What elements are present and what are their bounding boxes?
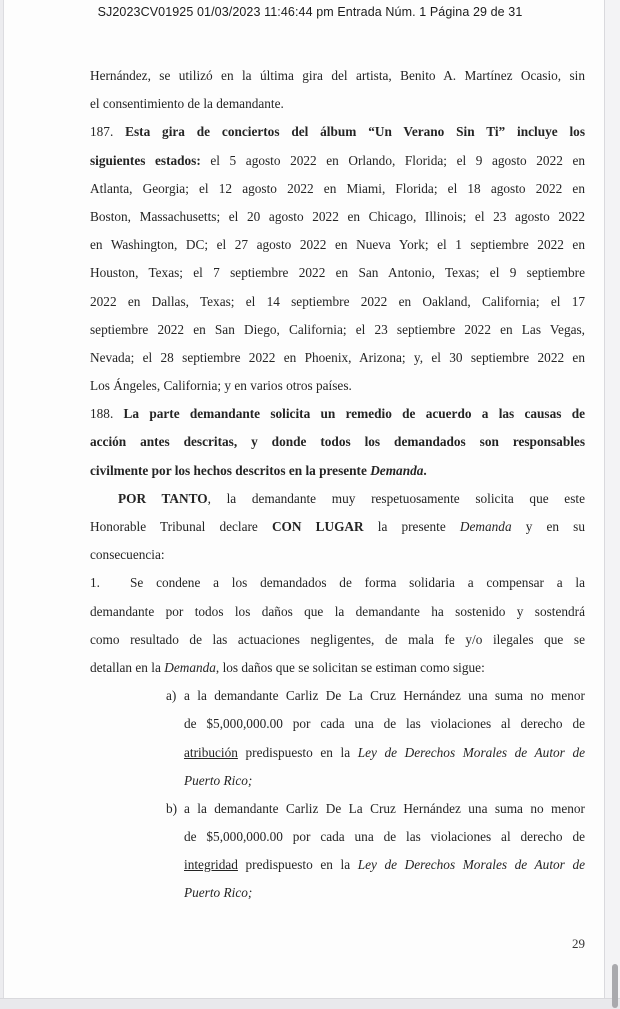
text-line <box>184 823 585 851</box>
text-line <box>184 710 585 738</box>
text-run: , los daños que se solicitan se estiman como sigue: <box>215 659 485 675</box>
text-line <box>90 428 585 456</box>
text-run: consecuencia: <box>90 547 165 563</box>
text-run: en Washington, DC; el 27 agosto 2022 en Nueva York; el 1 septiembre 2022 en <box>90 237 585 253</box>
text-line <box>90 626 585 654</box>
text-run: integridad <box>184 857 238 873</box>
text-run: Boston, Massachusetts; el 20 agosto 2022 en Chicago, Illinois; el 23 agosto 2022 <box>90 208 585 224</box>
text-run: POR TANTO <box>118 490 208 506</box>
docket-stamp: SJ2023CV01925 01/03/2023 11:46:44 pm Entrada Núm. 1 Página 29 de 31 <box>97 5 523 19</box>
text-run: Hernández, se utilizó en la última gira del artista, Benito A. Martínez Ocasio, sin <box>90 68 585 83</box>
text-line <box>90 569 585 597</box>
text-line <box>90 175 585 203</box>
text-line <box>184 879 585 907</box>
text-run: como resultado de las actuaciones negligentes, de mala fe y/o ilegales que se <box>90 631 585 647</box>
text-run: Atlanta, Georgia; el 12 agosto 2022 en Miami, Florida; el 18 agosto 2022 en <box>90 180 585 196</box>
text-line <box>90 316 585 344</box>
text-line <box>90 62 585 90</box>
text-line <box>90 203 585 231</box>
text-line <box>90 485 585 513</box>
text-run: a la demandante Carliz De La Cruz Hernández una suma no menor <box>184 688 585 704</box>
text-run: Puerto Rico; <box>184 885 253 901</box>
document-body <box>90 62 585 908</box>
text-line <box>90 344 585 372</box>
text-run: CON LUGAR <box>271 519 364 534</box>
text-run: Nevada; el 28 septiembre 2022 en Phoenix, Arizona; y, el 30 septiembre 2022 en <box>90 349 585 365</box>
text-run: . <box>423 462 427 478</box>
text-line <box>90 147 585 175</box>
text-run: civilmente por los hechos descritos en la presente <box>90 462 371 478</box>
text-run: Honorable Tribunal declare <box>90 519 272 534</box>
viewer-bottom-strip <box>0 998 620 1009</box>
text-line <box>90 457 585 485</box>
text-run: Demanda <box>164 659 216 675</box>
text-run: siguientes estados: <box>90 152 201 168</box>
text-line <box>184 767 585 795</box>
text-run: atribución <box>184 744 238 760</box>
text-run: de $5,000,000.00 por cada una de las violaciones al derecho de <box>184 829 585 845</box>
scrollbar-thumb[interactable] <box>612 964 618 1008</box>
text-run: Puerto Rico; <box>184 772 253 788</box>
text-run: Esta gira de conciertos del álbum “Un Verano Sin Ti” incluye los <box>125 124 586 140</box>
paragraph-number: 1. <box>90 575 100 591</box>
text-line <box>184 851 585 879</box>
list-marker: b) <box>166 800 178 816</box>
text-run: , la demandante muy respetuosamente solicita que este <box>207 490 585 506</box>
text-line <box>90 118 585 146</box>
text-run: a la demandante Carliz De La Cruz Hernández una suma no menor <box>184 800 585 816</box>
text-line <box>90 372 585 400</box>
text-line <box>166 795 585 823</box>
page-edge-right <box>604 0 620 998</box>
text-run: demandante por todos los daños que la demandante ha sostenido y sostendrá <box>90 603 585 619</box>
text-run: el consentimiento de la demandante. <box>90 96 284 112</box>
text-run: 2022 en Dallas, Texas; el 14 septiembre 2022 en Oakland, California; el 17 <box>90 293 585 309</box>
list-marker: a) <box>166 688 177 704</box>
text-run: de $5,000,000.00 por cada una de las violaciones al derecho de <box>184 716 585 732</box>
text-line <box>184 739 585 767</box>
text-run: Demanda <box>370 462 424 478</box>
text-run: 188. <box>90 406 124 422</box>
text-run: el 5 agosto 2022 en Orlando, Florida; el 9 agosto 2022 en <box>200 152 585 168</box>
text-run: Los Ángeles, California; y en varios otros países. <box>90 378 352 394</box>
text-run: predispuesto en la <box>237 744 358 760</box>
text-line <box>166 682 585 710</box>
text-line <box>90 231 585 259</box>
text-run: Ley de Derechos Morales de Autor de <box>357 857 586 873</box>
text-run: acción antes descritas, y donde todos los demandados son responsables <box>90 434 585 450</box>
text-run: y en su <box>511 519 585 534</box>
text-run: Se condene a los demandados de forma solidaria a compensar a la <box>130 575 585 591</box>
text-line <box>90 654 585 682</box>
text-line <box>90 513 585 541</box>
text-line <box>90 541 585 569</box>
text-line <box>90 598 585 626</box>
text-run: Ley de Derechos Morales de Autor de <box>357 744 586 760</box>
page-edge-left <box>0 0 4 998</box>
text-run: 187. <box>90 124 126 140</box>
text-run: septiembre 2022 en San Diego, California; el 23 septiembre 2022 en Las Vegas, <box>90 321 585 337</box>
text-run: predispuesto en la <box>237 857 358 873</box>
text-run: Houston, Texas; el 7 septiembre 2022 en San Antonio, Texas; el 9 septiembre <box>90 265 585 281</box>
text-line <box>90 288 585 316</box>
text-run: la presente <box>363 519 460 534</box>
text-line <box>90 90 585 118</box>
text-line <box>90 400 585 428</box>
text-run: Demanda <box>459 519 512 534</box>
page-number: 29 <box>572 936 585 951</box>
text-run: La parte demandante solicita un remedio de acuerdo a las causas de <box>123 406 585 422</box>
text-run: detallan en la <box>90 659 165 675</box>
text-line <box>90 259 585 287</box>
